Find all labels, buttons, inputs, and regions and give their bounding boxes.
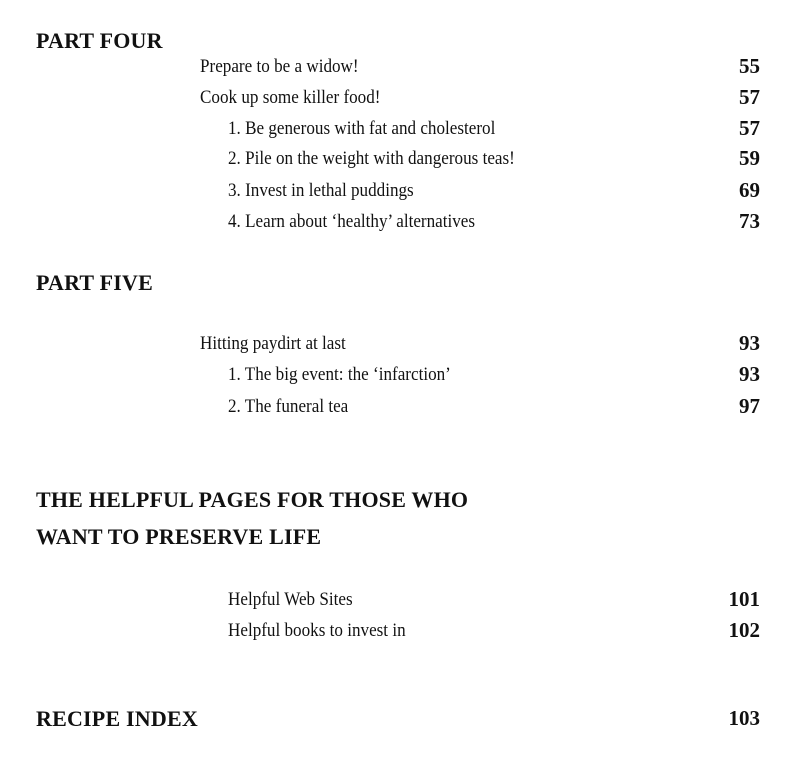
toc-page-number: 102 (728, 618, 760, 642)
toc-page-number: 59 (739, 146, 760, 170)
section-heading-part-four: PART FOUR (36, 28, 163, 53)
toc-subentry[interactable]: 1. The big event: the ‘infarction’ (228, 364, 451, 385)
toc-page-number: 101 (728, 587, 760, 611)
toc-page-number: 55 (739, 54, 760, 78)
toc-entry[interactable]: Prepare to be a widow! (200, 56, 359, 77)
toc-subentry[interactable]: 4. Learn about ‘healthy’ alternatives (228, 211, 476, 232)
toc-entry[interactable]: Helpful books to invest in (228, 620, 406, 641)
toc-entry[interactable]: Helpful Web Sites (228, 589, 353, 610)
section-heading-recipe-index[interactable]: RECIPE INDEX (36, 706, 198, 731)
toc-page-number: 103 (728, 706, 760, 730)
toc-subentry[interactable]: 1. Be generous with fat and cholesterol (228, 118, 496, 139)
toc-subentry[interactable]: 2. Pile on the weight with dangerous teas! (228, 148, 515, 169)
toc-page-number: 57 (739, 116, 760, 140)
toc-entry[interactable]: Cook up some killer food! (200, 87, 381, 108)
toc-page-number: 93 (739, 331, 760, 355)
toc-page-number: 69 (739, 178, 760, 202)
toc-page-number: 57 (739, 85, 760, 109)
toc-page-number: 97 (739, 394, 760, 418)
section-heading-part-five: PART FIVE (36, 270, 153, 295)
toc-page-number: 73 (739, 209, 760, 233)
toc-subentry[interactable]: 3. Invest in lethal puddings (228, 180, 414, 201)
toc-subentry[interactable]: 2. The funeral tea (228, 396, 349, 417)
toc-entry[interactable]: Hitting paydirt at last (200, 333, 346, 354)
toc-page-number: 93 (739, 362, 760, 386)
section-heading-helpful-pages-line1: THE HELPFUL PAGES FOR THOSE WHO (36, 487, 469, 512)
section-heading-helpful-pages-line2: WANT TO PRESERVE LIFE (36, 524, 322, 549)
